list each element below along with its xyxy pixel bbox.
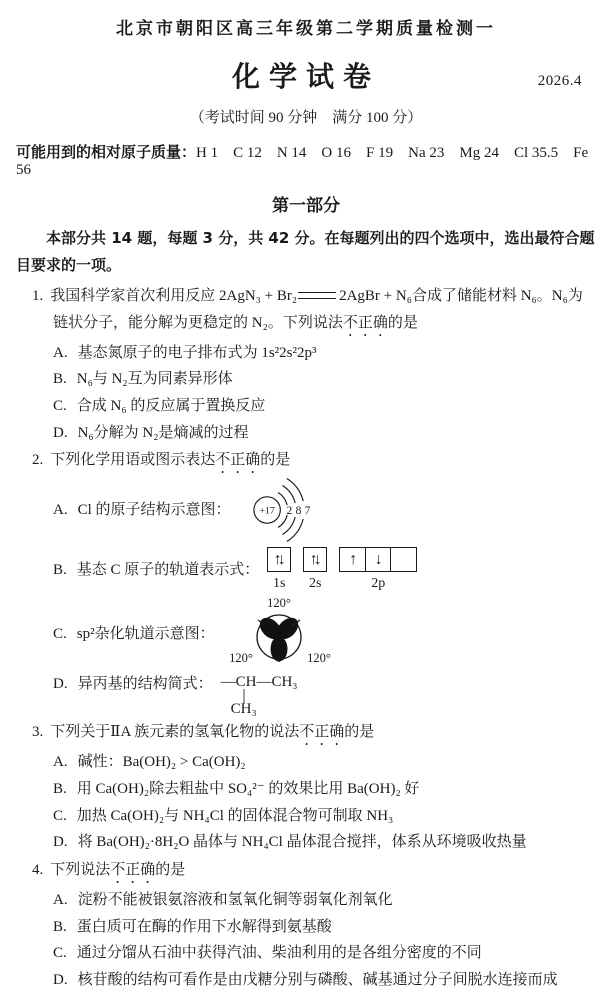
stem-text: 的是 (344, 724, 375, 741)
option-c (53, 393, 596, 420)
part1-intro: 本部分共 14 题，每题 3 分，共 42 分。在每题列出的四个选项中，选出最符合题目要求的一项。 (16, 229, 595, 274)
exam-date: 2026.4 (537, 73, 582, 89)
option-text: 淀粉不能被银氨溶液和氢氧化铜等弱氧化剂氧化 (77, 891, 393, 908)
question-3 (16, 719, 596, 856)
page-title: 化学试卷 (231, 60, 380, 93)
option-label: C. (53, 807, 67, 824)
stem-text: 的是 (387, 314, 418, 331)
exam-header: 北京市朝阳区高三年级第二学期质量检测一 (116, 19, 496, 38)
stem-text: 的是 (155, 861, 186, 878)
stem-text: 2AgBr + N₆合成了储能材料 N₆。N₆为链状分子，能分解为更稳定的 N₂。下列说法 (53, 288, 583, 331)
option-text: Cl 的原子结构示意图： (77, 502, 231, 519)
emphasized-text: 不正确 (215, 452, 261, 469)
option-d (53, 420, 596, 447)
option-d (53, 672, 596, 718)
orbital-group-1s (267, 547, 291, 595)
atomic-mass-values: H 1 C 12 N 14 O 16 F 19 Na 23 Mg 24 Cl 35.5 Fe 56 (16, 145, 592, 178)
option-label: A. (53, 502, 68, 519)
option-c (53, 596, 596, 672)
cl-atom-structure-diagram (237, 477, 355, 543)
angle-label: 120° (266, 595, 291, 610)
option-label: D. (53, 424, 68, 441)
stem-text: 下列关于ⅡA 族元素的氢氧化物的说法 (50, 724, 300, 741)
option-c (53, 940, 596, 967)
option-c (53, 803, 596, 830)
angle-label: 120° (306, 650, 331, 665)
question-1 (16, 283, 596, 446)
question-2 (16, 447, 596, 718)
question-4 (16, 857, 596, 994)
nucleus-charge: +17 (258, 506, 275, 518)
option-label: A. (53, 344, 68, 361)
exam-info: （考试时间 90 分钟 满分 100 分） (189, 110, 423, 126)
option-label: B. (53, 371, 67, 388)
option-label: C. (53, 398, 67, 415)
option-text: 将 Ba(OH)₂·8H₂O 晶体与 NH₄Cl 晶体混合搅拌，体系从环境吸收热量 (77, 834, 527, 851)
orbital-box: ↑↓ (303, 547, 327, 572)
option-label: B. (53, 561, 67, 578)
orbital-label: 1s (273, 576, 286, 592)
orbital-box (390, 547, 417, 572)
part1-heading: 第一部分 (272, 196, 340, 216)
option-d (53, 829, 596, 856)
shell-electron-count: 8 (295, 505, 301, 518)
orbital-row-2p (339, 547, 417, 572)
option-text: 基态氮原子的电子排布式为 1s²2s²2p³ (77, 344, 317, 361)
question-4-stem (16, 857, 596, 887)
option-label: B. (53, 918, 67, 935)
shell-electron-count: 2 (286, 505, 292, 518)
option-b (53, 776, 596, 803)
reaction-equals-sign (298, 292, 336, 299)
orbital-box: ↓ (365, 547, 392, 572)
option-label: A. (53, 891, 68, 908)
option-text: N₆分解为 N₂是熵减的过程 (77, 424, 249, 441)
option-b (53, 366, 596, 393)
orbital-label: 2p (371, 576, 386, 592)
orbital-box-diagram (267, 547, 417, 595)
title-row (16, 55, 596, 93)
vertical-bond: │ (239, 688, 249, 703)
orbital-label: 2s (309, 576, 322, 592)
option-text: 蛋白质可在酶的作用下水解得到氨基酸 (76, 918, 332, 935)
option-a (53, 749, 596, 776)
question-number: 1. (32, 288, 44, 304)
orbital-group-2s (303, 547, 327, 595)
atomic-masses-line (16, 141, 596, 179)
option-text: 用 Ca(OH)₂除去粗盐中 SO₄²⁻ 的效果比用 Ba(OH)₂ 好 (76, 780, 420, 797)
option-text: 合成 N₆ 的反应属于置换反应 (76, 398, 266, 415)
option-label: D. (53, 675, 68, 692)
option-text: sp²杂化轨道示意图： (76, 625, 215, 642)
emphasized-text: 不正确 (110, 861, 156, 878)
stem-text: 我国科学家首次利用反应 2AgN₃ + Br₂ (50, 288, 298, 304)
orbital-box: ↑ (339, 547, 366, 572)
option-text: 核苷酸的结构可看作是由戊糖分别与磷酸、碱基通过分子间脱水连接而成 (77, 972, 558, 989)
option-text: 加热 Ca(OH)₂与 NH₄Cl 的固体混合物可制取 NH₃ (76, 807, 394, 824)
option-text: 基态 C 原子的轨道表示式： (76, 561, 260, 578)
option-a (53, 887, 596, 914)
question-number: 4. (32, 861, 44, 878)
structure-bottom-group: CH₃ (230, 701, 257, 718)
shell-electron-count: 7 (304, 505, 310, 518)
orbital-group-2p (339, 547, 417, 595)
question-number: 2. (32, 452, 44, 469)
option-b (53, 914, 596, 941)
question-2-stem (16, 447, 596, 477)
option-text: N₆与 N₂互为同素异形体 (76, 371, 233, 388)
option-label: B. (53, 780, 67, 797)
question-number: 3. (32, 724, 44, 741)
isopropyl-structure (221, 674, 298, 718)
option-label: D. (53, 834, 68, 851)
structure-top-line: —CH—CH₃ (220, 673, 298, 690)
atomic-mass-label: 可能用到的相对原子质量： (16, 143, 197, 161)
option-text: 异丙基的结构简式： (77, 675, 213, 692)
option-label: D. (53, 972, 68, 989)
sp2-hybrid-orbital-diagram (221, 596, 339, 672)
option-a (53, 477, 596, 543)
option-d (53, 967, 596, 994)
option-a (53, 340, 596, 367)
question-1-stem (16, 283, 596, 340)
option-text: 通过分馏从石油中获得汽油、柴油利用的是各组分密度的不同 (76, 945, 482, 962)
option-b (53, 543, 596, 595)
option-label: C. (53, 945, 67, 962)
stem-text: 的是 (260, 452, 291, 469)
question-3-stem (16, 719, 596, 749)
option-label: C. (53, 625, 67, 642)
option-text: 碱性：Ba(OH)₂ > Ca(OH)₂ (77, 754, 246, 771)
stem-text: 下列化学用语或图示表达 (50, 452, 216, 469)
angle-label: 120° (228, 650, 253, 665)
option-label: A. (53, 754, 68, 771)
stem-text: 下列说法 (50, 861, 111, 878)
orbital-box: ↑↓ (267, 547, 291, 572)
emphasized-text: 不正确 (342, 314, 388, 331)
emphasized-text: 不正确 (299, 724, 345, 741)
